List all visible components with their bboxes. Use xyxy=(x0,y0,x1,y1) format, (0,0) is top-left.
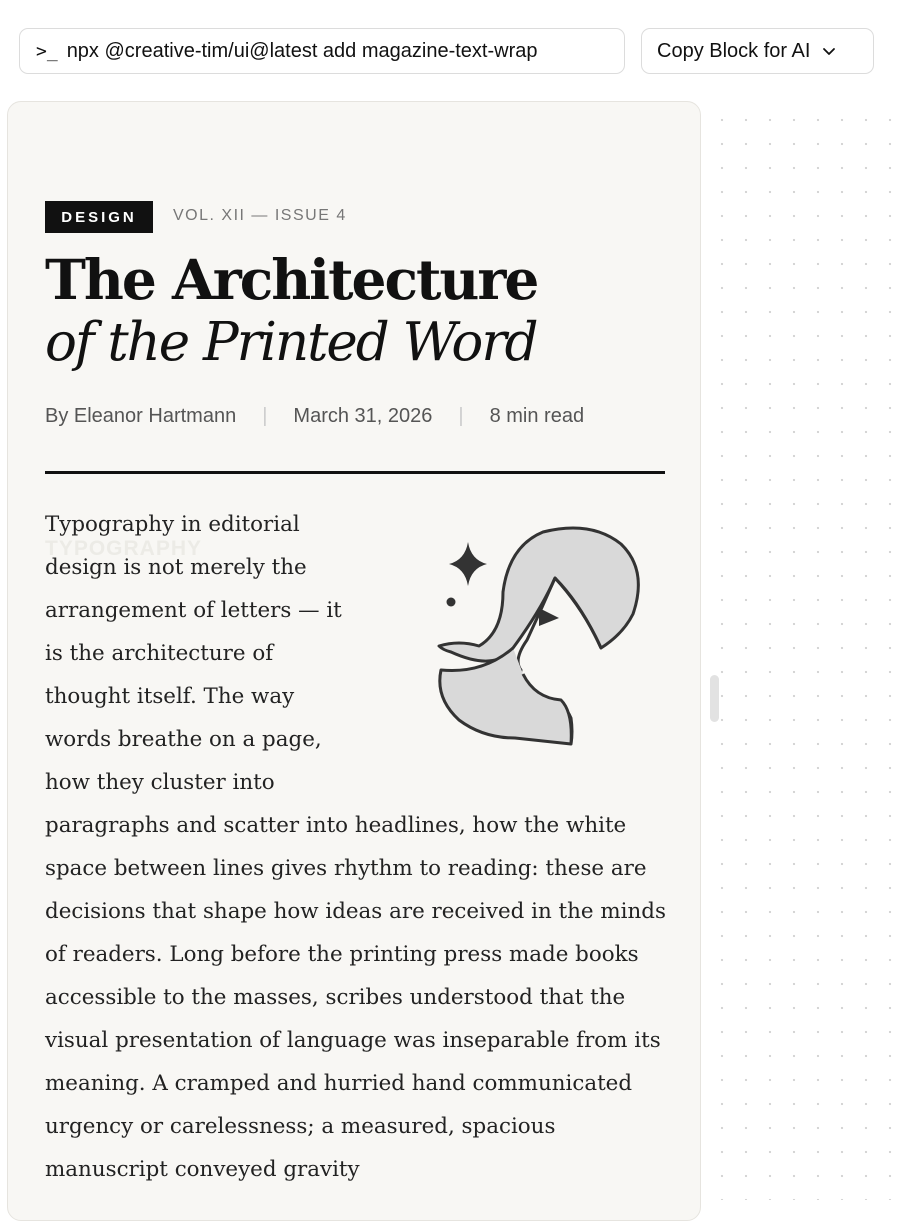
byline-separator: | xyxy=(458,405,464,427)
dotted-canvas-background xyxy=(702,100,903,1200)
copy-block-for-ai-button[interactable] xyxy=(641,28,874,74)
byline-separator: | xyxy=(262,405,268,427)
article-preview-panel xyxy=(7,101,701,1221)
watermark-text: TYPOGRAPHY xyxy=(45,537,203,560)
terminal-prompt-icon: >_ xyxy=(36,40,58,62)
copy-block-label: Copy Block for AI xyxy=(657,39,811,62)
publish-date: March 31, 2026 xyxy=(293,405,433,427)
read-time: 8 min read xyxy=(489,405,585,427)
body-paragraph: Typography in editorial design is not merely the arrangement of letters — it is the architecture of thought itself. The way words breathe on a page, how they cluster into paragraphs and scatter into headlines, how the white space between lines gives rhythm to reading: these are decisions that shape how ideas are received in the minds of readers. Long before the printing press made books accessible to the masses, scribes understood that the visual presentation of language was inseparable from its meaning. A cramped and hurried hand communicated urgency or carelessness; a measured, spacious manuscript conveyed gravity xyxy=(45,512,666,1182)
category-badge: DESIGN xyxy=(45,201,153,233)
resize-handle[interactable] xyxy=(710,675,719,722)
woman-profile-illustration xyxy=(423,522,653,757)
install-command-text: npx @creative-tim/ui@latest add magazine-text-wrap xyxy=(66,39,538,62)
install-command-button[interactable] xyxy=(19,28,625,74)
issue-label: VOL. XII — ISSUE 4 xyxy=(173,207,347,224)
chevron-down-icon xyxy=(822,40,836,63)
article-title-line1: The Architecture xyxy=(45,247,538,312)
author-name: By Eleanor Hartmann xyxy=(45,405,237,427)
byline xyxy=(45,405,584,428)
article-title-line2: of the Printed Word xyxy=(45,312,537,373)
title-divider xyxy=(45,471,665,474)
